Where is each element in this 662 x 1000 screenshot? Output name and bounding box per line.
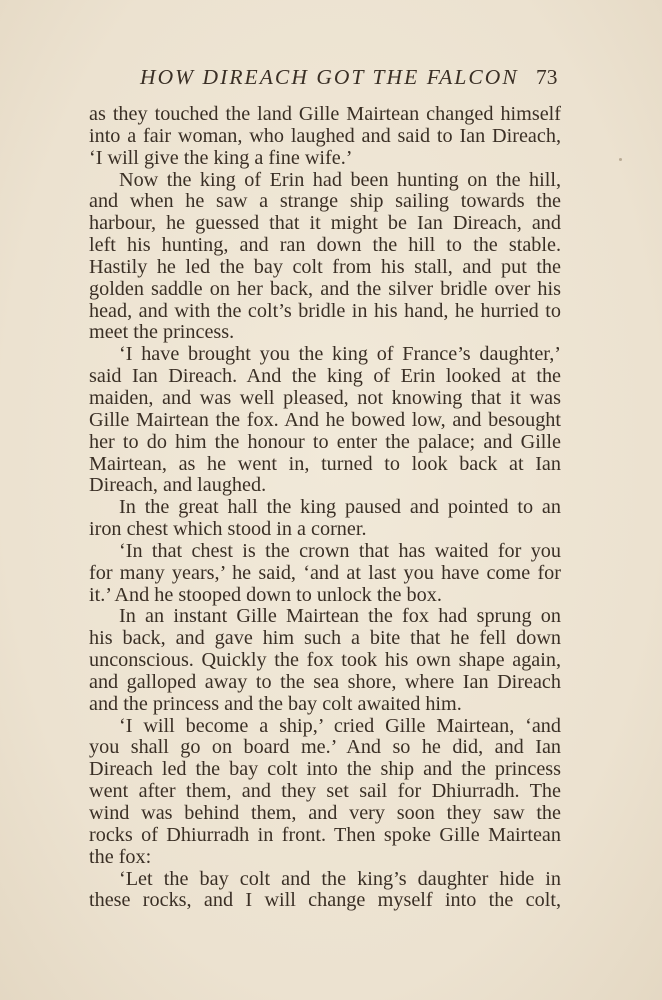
- text-line: and when he saw a strange ship sailing towards the: [89, 190, 561, 213]
- text-line: Hastily he led the bay colt from his stall, and put the: [89, 255, 561, 278]
- text-line: Now the king of Erin had been hunting on the hill,: [119, 168, 561, 191]
- text-line: maiden, and was well pleased, not knowing that it was: [89, 386, 561, 409]
- text-line: iron chest which stood in a corner.: [89, 518, 367, 541]
- text-line: it.’ And he stooped down to unlock the box.: [89, 583, 442, 606]
- text-line: rocks of Dhiurradh in front. Then spoke Gille Mairtean: [89, 823, 561, 846]
- text-line: In the great hall the king paused and pointed to an: [119, 496, 561, 519]
- body-text: [89, 104, 561, 912]
- text-line: left his hunting, and ran down the hill to the stable.: [89, 234, 561, 257]
- text-line: as they touched the land Gille Mairtean changed himself: [89, 103, 561, 125]
- text-line: ‘In that chest is the crown that has waited for you: [119, 539, 561, 562]
- page-number: 73: [536, 65, 558, 89]
- text-line: golden saddle on her back, and the silver bridle over his: [89, 277, 561, 300]
- text-line: wind was behind them, and very soon they saw the: [89, 802, 561, 824]
- text-line: ‘I will become a ship,’ cried Gille Mairtean, ‘and: [119, 714, 561, 737]
- text-line: ‘I will give the king a fine wife.’: [89, 146, 353, 169]
- running-title: HOW DIREACH GOT THE FALCON: [140, 65, 519, 89]
- text-line: you shall go on board me.’ And so he did, and Ian: [89, 736, 561, 759]
- text-line: his back, and gave him such a bite that he fell down: [89, 627, 561, 650]
- text-line: meet the princess.: [89, 321, 235, 344]
- text-line: head, and with the colt’s bridle in his hand, he hurried to: [89, 299, 561, 322]
- text-line: In an instant Gille Mairtean the fox had sprung on: [119, 605, 561, 628]
- text-line: Gille Mairtean the fox. And he bowed low, and besought: [89, 408, 561, 431]
- text-line: Direach led the bay colt into the ship and the princess: [89, 758, 561, 781]
- text-line: the fox:: [89, 845, 152, 868]
- text-line: these rocks, and I will change myself into the colt,: [89, 889, 561, 912]
- running-head: [140, 62, 560, 92]
- text-line: for many years,’ he said, ‘and at last you have come for: [89, 561, 561, 584]
- text-line: said Ian Direach. And the king of Erin looked at the: [89, 365, 561, 388]
- text-line: her to do him the honour to enter the palace; and Gille: [89, 430, 561, 453]
- text-line: harbour, he guessed that it might be Ian Direach, and: [89, 212, 561, 235]
- text-line: and the princess and the bay colt awaited him.: [89, 692, 462, 715]
- text-line: Direach, and laughed.: [89, 474, 267, 497]
- text-line: unconscious. Quickly the fox took his own shape again,: [89, 649, 561, 672]
- text-line: ‘Let the bay colt and the king’s daughter hide in: [119, 867, 561, 890]
- text-line: and galloped away to the sea shore, where Ian Direach: [89, 670, 561, 693]
- text-line: Mairtean, as he went in, turned to look back at Ian: [89, 452, 561, 475]
- text-line: into a fair woman, who laughed and said to Ian Direach,: [89, 124, 561, 147]
- paper-speck: [619, 158, 622, 161]
- text-line: went after them, and they set sail for Dhiurradh. The: [89, 780, 561, 803]
- text-line: ‘I have brought you the king of France’s daughter,’: [119, 343, 561, 366]
